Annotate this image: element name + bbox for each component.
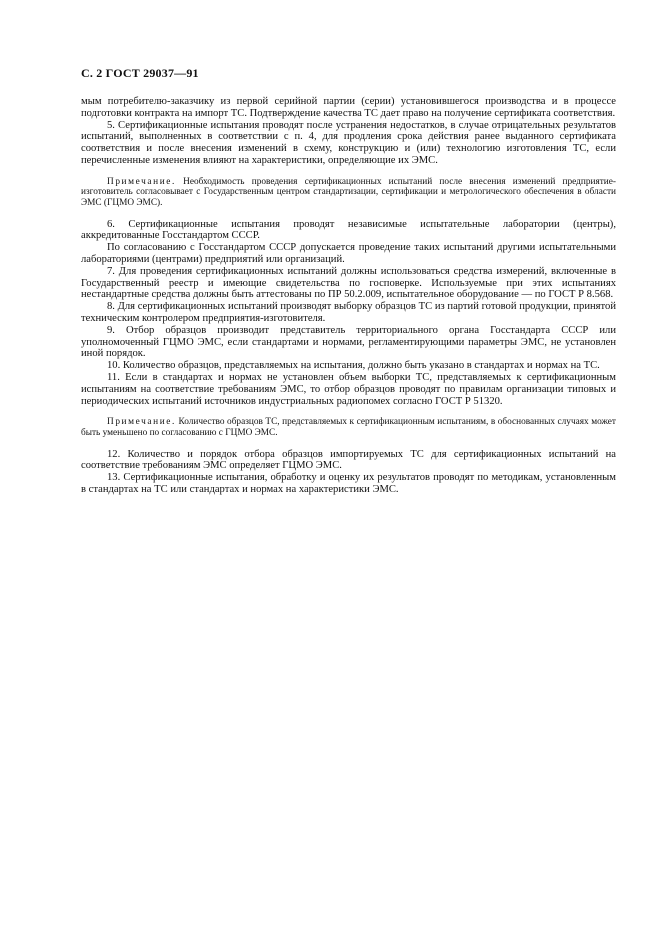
note-2: [81, 417, 616, 438]
paragraph-13: 13. Сертификационные испытания, обработку и оценку их результатов проводят по методикам, установленным в стандартах на ТС или стандартах и нормах на характеристики ЭМС.: [81, 472, 616, 495]
paragraph-12: 12. Количество и порядок отбора образцов импортируемых ТС для сертификационных испытаний на соответствие требованиям ЭМС определяет ГЦМО ЭМС.: [81, 448, 616, 472]
note-text: Количество образцов ТС, представляемых к сертификационным испытаниям, в обоснованных случаях может быть уменьшено по согласованию с ГЦМО ЭМС.: [81, 417, 616, 438]
paragraph-9: 9. Отбор образцов производит представитель территориального органа Госстандарта СССР или уполномоченный ГЦМО ЭМС, если стандартами и нормами, регламентирующими параметры ЭМС, не установлен иной порядок.: [81, 324, 616, 360]
paragraph-10: 10. Количество образцов, представляемых на испытания, должно быть указано в стандартах и нормах на ТС.: [107, 360, 600, 372]
paragraph-11: 11. Если в стандартах и нормах не установлен объем выборки ТС, представляемых к сертификационным испытаниям на соответствие требованиям ЭМС, то отбор образцов проводят по правилам организации типовых и периодических испытаний источников индустриальных радиопомех согласно ГОСТ Р 51320.: [81, 371, 616, 407]
note-text: Необходимость проведения сертификационных испытаний после внесения изменений предприятие-изготовитель согласовывает с Государственным центром стандартизации, сертификации и метрологического обеспечения в области ЭМС (ГЦМО ЭМС).: [81, 176, 616, 208]
paragraph-6-continued: По согласованию с Госстандартом СССР допускается проведение таких испытаний другими испытательными лабораториями (центрами) предприятий или организаций.: [81, 242, 616, 265]
note-1: [81, 177, 616, 209]
paragraph-5: 5. Сертификационные испытания проводят после устранения недостатков, в случае отрицательных результатов испытаний, выполненных в соответствии с п. 4, для продления срока действия ранее выданного сертификата соответствия и после внесения изменений в схему, конструкцию и (или) технологию изготовления ТС, если перечисленные изменения влияют на характеристики, определяющие их ЭМС.: [81, 119, 616, 166]
page-header: С. 2 ГОСТ 29037—91: [81, 66, 199, 80]
document-body: [81, 96, 616, 496]
paragraph-7: 7. Для проведения сертификационных испытаний должны использоваться средства измерений, включенные в Государственный реестр и имеющие свидетельства по госповерке. Используемые при этих испытаниях нестандартные средства должны быть аттестованы по ПР 50.2.009, испытательное оборудование — по ГОСТ Р 8.568.: [81, 265, 616, 301]
paragraph-8: 8. Для сертификационных испытаний производят выборку образцов ТС из партий готовой продукции, принятой техническим контролером предприятия-изготовителя.: [81, 301, 616, 324]
note-label: Примечание.: [107, 176, 176, 187]
paragraph-continuation: мым потребителю-заказчику из первой серийной партии (серии) установившегося производства и в процессе подготовки контракта на импорт ТС. Подтверждение качества ТС дает право на получение сертификата соответствия.: [81, 96, 616, 119]
note-label: Примечание.: [107, 417, 176, 428]
paragraph-6: 6. Сертификационные испытания проводят независимые испытательные лаборатории (центры), аккредитованные Госстандартом СССР.: [81, 218, 616, 242]
